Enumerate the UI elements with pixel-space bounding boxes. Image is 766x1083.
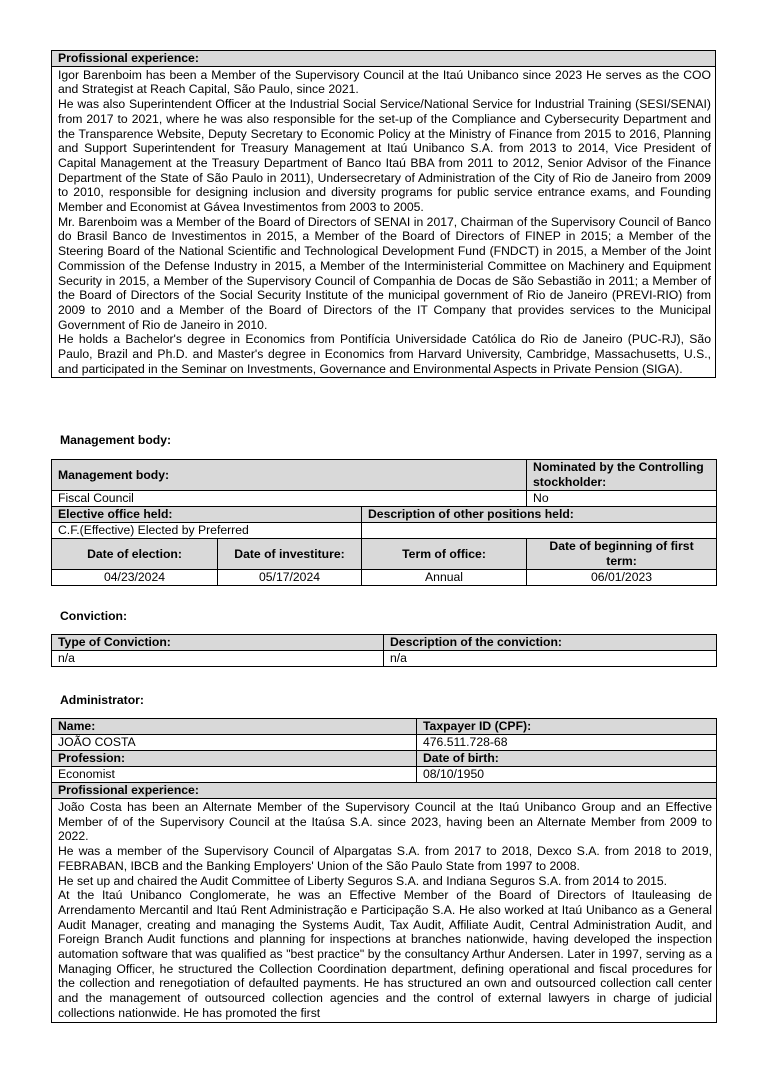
name-value: JOÃO COSTA [52, 735, 417, 751]
conviction-table [51, 634, 717, 667]
paragraph: Mr. Barenboim was a Member of the Board of Directors of SENAI in 2017, Chairman of the Supervisory Council of Banco do Brasil Banco de Investimentos in 2015, a Member of the Board of Directors of FINEP in 2015; a Member of the Steering Board of the National Scientific and Technological Development Fund (FNDCT) in 2015, a Member of the Joint Commission of the Defense Industry in 2015, a Member of the Interministerial Committee on Machinery and Equipment Security in 2015, a Member of the Supervisory Council of Companhia de Docas de São Sebastião in 2011; a Member of the Board of Directors of the Social Security Institute of the municipal government of Rio de Janeiro (PREVI-RIO) from 2009 to 2010 and a Member of the Board of Directors of the IT Company that provides services to the Municipal Government of Rio de Janeiro in 2010. [58, 214, 711, 332]
nominated-value: No [527, 491, 717, 507]
management-section-title: Management body: [60, 433, 172, 447]
elective-office-value: C.F.(Effective) Elected by Preferred [52, 523, 362, 539]
term-value: Annual [362, 570, 527, 586]
paragraph: João Costa has been an Alternate Member of the Supervisory Council at the Itaú Unibanco Group and an Effective Member of of the Supervisory Council at the Itaúsa S.A. since 2023, having been an Alternate Member from 2009 to 2022. [58, 800, 712, 844]
dob-value: 08/10/1950 [417, 767, 717, 783]
conviction-type-value: n/a [52, 651, 384, 667]
administrator-block [51, 718, 716, 1023]
profession-value: Economist [52, 767, 417, 783]
management-body-label: Management body: [52, 460, 527, 491]
term-label: Term of office: [362, 539, 527, 570]
management-body-value: Fiscal Council [52, 491, 527, 507]
conviction-block [51, 634, 716, 667]
conviction-desc-label: Description of the conviction: [384, 635, 717, 651]
administrator-experience-body [52, 799, 717, 1023]
administrator-experience-label: Profissional experience: [52, 783, 717, 799]
paragraph: He was also Superintendent Officer at the Industrial Social Service/National Service for Industrial Training (SESI/SENAI) from 2017 to 2021, where he was also responsible for the set-up of the Compliance and Cybersecurity Department and the Transparence Website, Deputy Secretary to Economic Policy at the Ministry of Finance from 2015 to 2016, Planning and Support Superintendent for Treasury Management at Itaú Unibanco S.A. from 2013 to 2014, Vice President of Capital Management at the Treasury Department of Banco Itaú BBA from 2011 to 2012, Senior Advisor of the Finance Department of the State of São Paulo in 2011), Undersecretary of Administration of the City of Rio de Janeiro from 2009 to 2010, responsible for designing inclusion and diversity programs for public service entrance exams, and Founding Member and Economist at Gávea Investimentos from 2003 to 2005. [58, 97, 711, 215]
other-positions-label: Description of other positions held: [362, 507, 717, 523]
date-investiture-label: Date of investiture: [218, 539, 362, 570]
conviction-type-label: Type of Conviction: [52, 635, 384, 651]
date-election-value: 04/23/2024 [52, 570, 218, 586]
conviction-desc-value: n/a [384, 651, 717, 667]
elective-office-label: Elective office held: [52, 507, 362, 523]
top-experience-body [52, 66, 716, 378]
other-positions-value [362, 523, 717, 539]
paragraph: He set up and chaired the Audit Committee of Liberty Seguros S.A. and Indiana Seguros S.A. from 2014 to 2015. [58, 873, 668, 888]
name-label: Name: [52, 719, 417, 735]
first-term-label: Date of beginning of first term: [527, 539, 717, 570]
administrator-table [51, 718, 717, 1023]
cpf-value: 476.511.728-68 [417, 735, 717, 751]
paragraph: He was a member of the Supervisory Council of Alpargatas S.A. from 2017 to 2018, Dexco S.A. from 2018 to 2019, FEBRABAN, IBCB and the Banking Employers' Union of the São Paulo State from 1997 to 2008. [58, 844, 712, 873]
conviction-section-title: Conviction: [60, 609, 128, 623]
paragraph: Igor Barenboim has been a Member of the Supervisory Council at the Itaú Unibanco since 2023 He serves as the COO and Strategist at Reach Capital, São Paulo, since 2021. [58, 67, 711, 97]
management-block [51, 459, 716, 586]
dob-label: Date of birth: [417, 751, 717, 767]
first-term-value: 06/01/2023 [527, 570, 717, 586]
nominated-label: Nominated by the Controlling stockholder: [527, 460, 717, 491]
date-election-label: Date of election: [52, 539, 218, 570]
paragraph: At the Itaú Unibanco Conglomerate, he was an Effective Member of the Board of Directors of Itauleasing de Arrendamento Mercantil and Itaú Rent Administração e Participação S.A. He also worked at Itaú Unibanco as a General Audit Manager, creating and managing the Systems Audit, Tax Audit, Affiliate Audit, Central Administration Audit, and Foreign Branch Audit functions and planning for inspections at branches nationwide, having developed the inspection automation software that was qualified as "best practice" by the consultancy Arthur Andersen. Later in 1997, serving as a Managing Officer, he structured the Collection Coordination department, defining operational and fiscal procedures for the collection and renegotiation of defaulted payments. He has structured an own and outsourced collection call center and the management of outsourced collection agencies and the control of external lawyers in charge of judicial collections nationwide. He has promoted the first [58, 888, 712, 1020]
administrator-section-title: Administrator: [60, 693, 144, 707]
management-table [51, 459, 717, 586]
top-experience-header: Profissional experience: [52, 51, 716, 67]
date-investiture-value: 05/17/2024 [218, 570, 362, 586]
paragraph: He holds a Bachelor's degree in Economics from Pontifícia Universidade Católica do Rio de Janeiro (PUC-RJ), São Paulo, Brazil and Ph.D. and Master's degree in Economics from Harvard University, Cambridge, Massachusetts, U.S., and participated in the Seminar on Investments, Governance and Environmental Aspects in Private Pension (SIGA). [58, 332, 711, 376]
cpf-label: Taxpayer ID (CPF): [417, 719, 717, 735]
profession-label: Profession: [52, 751, 417, 767]
top-experience-table [51, 50, 716, 378]
top-experience-block [51, 50, 716, 378]
